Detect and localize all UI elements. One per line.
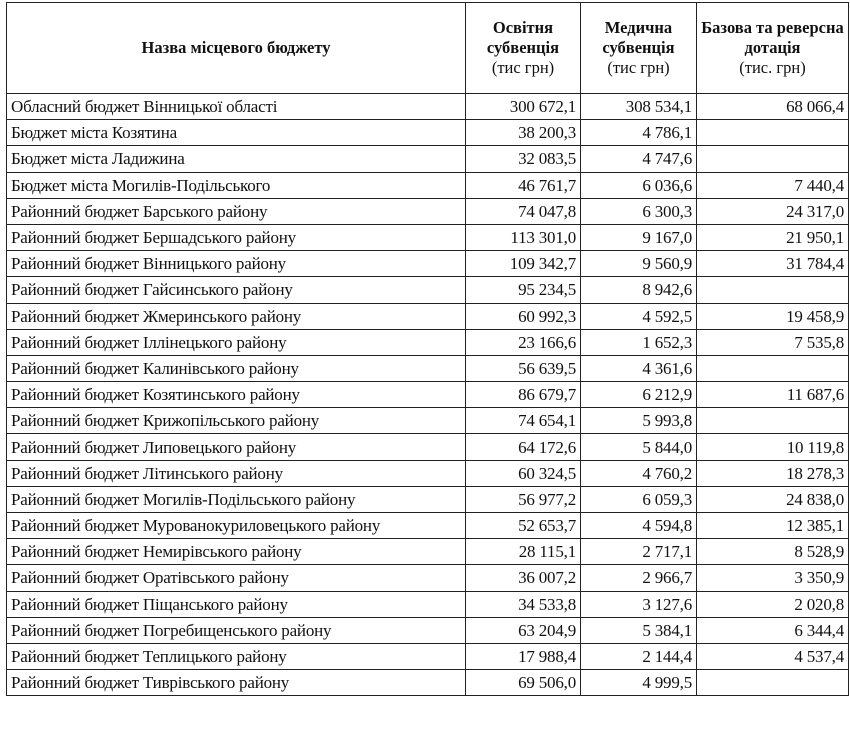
- cell-education-subvention: 34 533,8: [466, 591, 581, 617]
- cell-medical-subvention: 4 786,1: [581, 120, 697, 146]
- cell-education-subvention: 69 506,0: [466, 670, 581, 696]
- cell-education-subvention: 86 679,7: [466, 382, 581, 408]
- header-medical-subvention: [581, 3, 697, 94]
- cell-budget-name: Районний бюджет Оратівського району: [7, 565, 466, 591]
- cell-education-subvention: 28 115,1: [466, 539, 581, 565]
- table-row: [7, 434, 849, 460]
- cell-subsidy: 3 350,9: [697, 565, 849, 591]
- cell-education-subvention: 17 988,4: [466, 643, 581, 669]
- cell-education-subvention: 38 200,3: [466, 120, 581, 146]
- cell-education-subvention: 32 083,5: [466, 146, 581, 172]
- cell-budget-name: Районний бюджет Іллінецького району: [7, 329, 466, 355]
- cell-medical-subvention: 2 966,7: [581, 565, 697, 591]
- cell-subsidy: 10 119,8: [697, 434, 849, 460]
- table-row: [7, 617, 849, 643]
- cell-education-subvention: 113 301,0: [466, 224, 581, 250]
- cell-subsidy: 24 838,0: [697, 486, 849, 512]
- cell-budget-name: Бюджет міста Козятина: [7, 120, 466, 146]
- cell-education-subvention: 109 342,7: [466, 251, 581, 277]
- table-row: [7, 224, 849, 250]
- cell-medical-subvention: 4 361,6: [581, 355, 697, 381]
- cell-medical-subvention: 6 300,3: [581, 198, 697, 224]
- cell-budget-name: Районний бюджет Теплицького району: [7, 643, 466, 669]
- cell-medical-subvention: 9 560,9: [581, 251, 697, 277]
- cell-budget-name: Районний бюджет Козятинського району: [7, 382, 466, 408]
- cell-budget-name: Районний бюджет Гайсинського району: [7, 277, 466, 303]
- cell-subsidy: 7 535,8: [697, 329, 849, 355]
- cell-subsidy: 12 385,1: [697, 513, 849, 539]
- cell-budget-name: Обласний бюджет Вінницької області: [7, 94, 466, 120]
- cell-subsidy: 24 317,0: [697, 198, 849, 224]
- cell-education-subvention: 95 234,5: [466, 277, 581, 303]
- cell-budget-name: Районний бюджет Крижопільського району: [7, 408, 466, 434]
- header-medical-unit: (тис грн): [607, 58, 670, 77]
- cell-budget-name: Районний бюджет Тиврівського району: [7, 670, 466, 696]
- table-row: [7, 643, 849, 669]
- table-row: [7, 513, 849, 539]
- table-row: [7, 670, 849, 696]
- table-row: [7, 146, 849, 172]
- header-row: [7, 3, 849, 94]
- cell-medical-subvention: 6 036,6: [581, 172, 697, 198]
- cell-subsidy: [697, 408, 849, 434]
- header-subsidy-unit: (тис. грн): [739, 58, 806, 77]
- cell-medical-subvention: 4 592,5: [581, 303, 697, 329]
- cell-medical-subvention: 1 652,3: [581, 329, 697, 355]
- table-row: [7, 539, 849, 565]
- cell-budget-name: Районний бюджет Липовецького району: [7, 434, 466, 460]
- cell-education-subvention: 46 761,7: [466, 172, 581, 198]
- table-row: [7, 565, 849, 591]
- table-row: [7, 120, 849, 146]
- header-base-reverse-subsidy: [697, 3, 849, 94]
- cell-medical-subvention: 5 384,1: [581, 617, 697, 643]
- header-subsidy-title: Базова та реверсна дотація: [701, 18, 844, 57]
- cell-medical-subvention: 4 747,6: [581, 146, 697, 172]
- cell-education-subvention: 23 166,6: [466, 329, 581, 355]
- header-medical-title: Медична субвенція: [602, 18, 675, 57]
- cell-medical-subvention: 2 144,4: [581, 643, 697, 669]
- cell-subsidy: [697, 355, 849, 381]
- cell-subsidy: 2 020,8: [697, 591, 849, 617]
- header-education-title: Освітня субвенція: [486, 18, 560, 57]
- cell-budget-name: Районний бюджет Немирівського району: [7, 539, 466, 565]
- table-header: [7, 3, 849, 94]
- cell-medical-subvention: 6 059,3: [581, 486, 697, 512]
- table-row: [7, 198, 849, 224]
- cell-budget-name: Районний бюджет Вінницького району: [7, 251, 466, 277]
- cell-subsidy: 31 784,4: [697, 251, 849, 277]
- table-row: [7, 94, 849, 120]
- cell-education-subvention: 56 977,2: [466, 486, 581, 512]
- cell-subsidy: 7 440,4: [697, 172, 849, 198]
- cell-budget-name: Районний бюджет Барського району: [7, 198, 466, 224]
- cell-education-subvention: 56 639,5: [466, 355, 581, 381]
- header-budget-name-label: Назва місцевого бюджету: [141, 38, 331, 57]
- cell-subsidy: 68 066,4: [697, 94, 849, 120]
- cell-education-subvention: 60 992,3: [466, 303, 581, 329]
- cell-budget-name: Районний бюджет Мурованокуриловецького району: [7, 513, 466, 539]
- cell-medical-subvention: 8 942,6: [581, 277, 697, 303]
- cell-education-subvention: 36 007,2: [466, 565, 581, 591]
- cell-subsidy: [697, 146, 849, 172]
- cell-budget-name: Бюджет міста Ладижина: [7, 146, 466, 172]
- cell-medical-subvention: 308 534,1: [581, 94, 697, 120]
- cell-subsidy: 4 537,4: [697, 643, 849, 669]
- table-row: [7, 486, 849, 512]
- cell-budget-name: Районний бюджет Погребищенського району: [7, 617, 466, 643]
- cell-subsidy: 6 344,4: [697, 617, 849, 643]
- header-education-unit: (тис грн): [491, 58, 555, 77]
- cell-medical-subvention: 5 993,8: [581, 408, 697, 434]
- table-row: [7, 329, 849, 355]
- cell-medical-subvention: 2 717,1: [581, 539, 697, 565]
- cell-budget-name: Районний бюджет Літинського району: [7, 460, 466, 486]
- cell-subsidy: 18 278,3: [697, 460, 849, 486]
- header-education-subvention: [466, 3, 581, 94]
- table-row: [7, 303, 849, 329]
- table-row: [7, 172, 849, 198]
- table-row: [7, 251, 849, 277]
- cell-subsidy: [697, 120, 849, 146]
- cell-education-subvention: 64 172,6: [466, 434, 581, 460]
- cell-subsidy: 19 458,9: [697, 303, 849, 329]
- cell-subsidy: 21 950,1: [697, 224, 849, 250]
- cell-medical-subvention: 4 594,8: [581, 513, 697, 539]
- table-row: [7, 591, 849, 617]
- cell-education-subvention: 300 672,1: [466, 94, 581, 120]
- cell-subsidy: 11 687,6: [697, 382, 849, 408]
- cell-budget-name: Районний бюджет Бершадського району: [7, 224, 466, 250]
- cell-education-subvention: 74 654,1: [466, 408, 581, 434]
- cell-medical-subvention: 4 999,5: [581, 670, 697, 696]
- table-row: [7, 408, 849, 434]
- cell-medical-subvention: 6 212,9: [581, 382, 697, 408]
- budget-table: [6, 2, 849, 696]
- cell-budget-name: Районний бюджет Калинівського району: [7, 355, 466, 381]
- cell-budget-name: Районний бюджет Піщанського району: [7, 591, 466, 617]
- table-row: [7, 355, 849, 381]
- table-row: [7, 277, 849, 303]
- cell-subsidy: 8 528,9: [697, 539, 849, 565]
- cell-subsidy: [697, 670, 849, 696]
- cell-medical-subvention: 4 760,2: [581, 460, 697, 486]
- cell-budget-name: Районний бюджет Жмеринського району: [7, 303, 466, 329]
- cell-subsidy: [697, 277, 849, 303]
- cell-education-subvention: 74 047,8: [466, 198, 581, 224]
- header-budget-name: [7, 3, 466, 94]
- cell-medical-subvention: 9 167,0: [581, 224, 697, 250]
- table-row: [7, 382, 849, 408]
- cell-budget-name: Районний бюджет Могилів-Подільського району: [7, 486, 466, 512]
- cell-education-subvention: 52 653,7: [466, 513, 581, 539]
- cell-education-subvention: 63 204,9: [466, 617, 581, 643]
- table-body: [7, 94, 849, 696]
- table-row: [7, 460, 849, 486]
- cell-budget-name: Бюджет міста Могилів-Подільського: [7, 172, 466, 198]
- cell-medical-subvention: 5 844,0: [581, 434, 697, 460]
- cell-medical-subvention: 3 127,6: [581, 591, 697, 617]
- cell-education-subvention: 60 324,5: [466, 460, 581, 486]
